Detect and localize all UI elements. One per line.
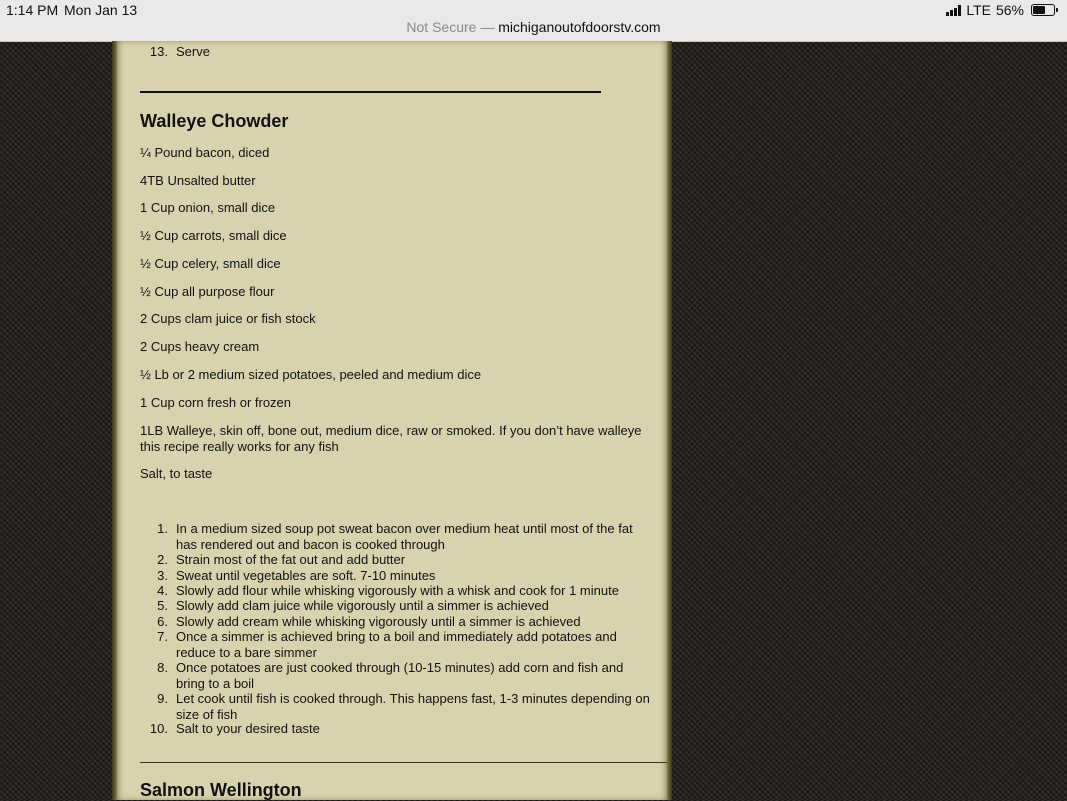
ingredient-item: 4TB Unsalted butter <box>140 173 256 188</box>
ingredient-item: ½ Cup carrots, small dice <box>140 228 287 243</box>
step-number: 9. <box>157 691 168 706</box>
ingredient-item: 2 Cups clam juice or fish stock <box>140 311 316 326</box>
ingredient-item: 1 Cup corn fresh or frozen <box>140 395 292 410</box>
step-number: 3. <box>157 568 168 583</box>
ingredient-item: 2 Cups heavy cream <box>140 339 260 354</box>
cellular-signal-icon <box>946 5 961 16</box>
recipe-page <box>112 41 672 800</box>
step-number: 8. <box>157 660 168 675</box>
status-indicators <box>946 2 1055 18</box>
step-text: Slowly add cream while whisking vigorously until a simmer is achieved <box>176 614 581 629</box>
step-text: Strain most of the fat out and add butter <box>176 552 406 567</box>
step-text: In a medium sized soup pot sweat bacon over medium heat until most of the fat has rendered out and bacon is cooked through <box>176 521 633 552</box>
step-number: 7. <box>157 629 168 644</box>
next-recipe-title: Salmon Wellington <box>140 780 302 800</box>
status-date: Mon Jan 13 <box>64 2 138 18</box>
status-time: 1:14 PM <box>6 2 59 18</box>
address-bar[interactable] <box>0 19 1067 35</box>
ingredient-item: ½ Lb or 2 medium sized potatoes, peeled and medium dice <box>140 367 482 382</box>
carrier-label: LTE <box>966 2 991 18</box>
step-number: 6. <box>157 614 168 629</box>
step-text: Salt to your desired taste <box>176 721 320 736</box>
ingredient-item: ½ Cup all purpose flour <box>140 284 275 299</box>
step-number: 1. <box>157 521 168 536</box>
battery-icon <box>1031 4 1055 16</box>
step-number: 13. <box>149 44 168 59</box>
ingredient-item: 1LB Walleye, skin off, bone out, medium dice, raw or smoked. If you don’t have walleye this recipe really works for any fish <box>140 423 642 454</box>
url-domain: michiganoutofdoorstv.com <box>498 19 661 35</box>
battery-percent: 56% <box>995 2 1024 18</box>
ingredient-item: ¼ Pound bacon, diced <box>140 145 270 160</box>
step-text: Serve <box>176 44 210 59</box>
step-number: 10. <box>149 721 168 736</box>
step-text: Slowly add flour while whisking vigorously with a whisk and cook for 1 minute <box>176 583 619 598</box>
recipe-title: Walleye Chowder <box>140 111 289 131</box>
section-divider <box>140 91 601 93</box>
status-bar <box>0 0 1067 42</box>
step-text: Sweat until vegetables are soft. 7-10 minutes <box>176 568 436 583</box>
section-divider <box>140 762 667 763</box>
step-text: Let cook until fish is cooked through. This happens fast, 1-3 minutes depending on size of fish <box>176 691 650 722</box>
ingredient-item: 1 Cup onion, small dice <box>140 200 276 215</box>
step-text: Once a simmer is achieved bring to a boil and immediately add potatoes and reduce to a bare simmer <box>176 629 617 660</box>
step-text: Slowly add clam juice while vigorously until a simmer is achieved <box>176 598 549 613</box>
step-number: 4. <box>157 583 168 598</box>
ingredient-item: Salt, to taste <box>140 466 213 481</box>
step-number: 2. <box>157 552 168 567</box>
ingredient-item: ½ Cup celery, small dice <box>140 256 281 271</box>
step-number: 5. <box>157 598 168 613</box>
step-text: Once potatoes are just cooked through (10-15 minutes) add corn and fish and bring to a boil <box>176 660 624 691</box>
security-label: Not Secure — <box>406 19 495 35</box>
